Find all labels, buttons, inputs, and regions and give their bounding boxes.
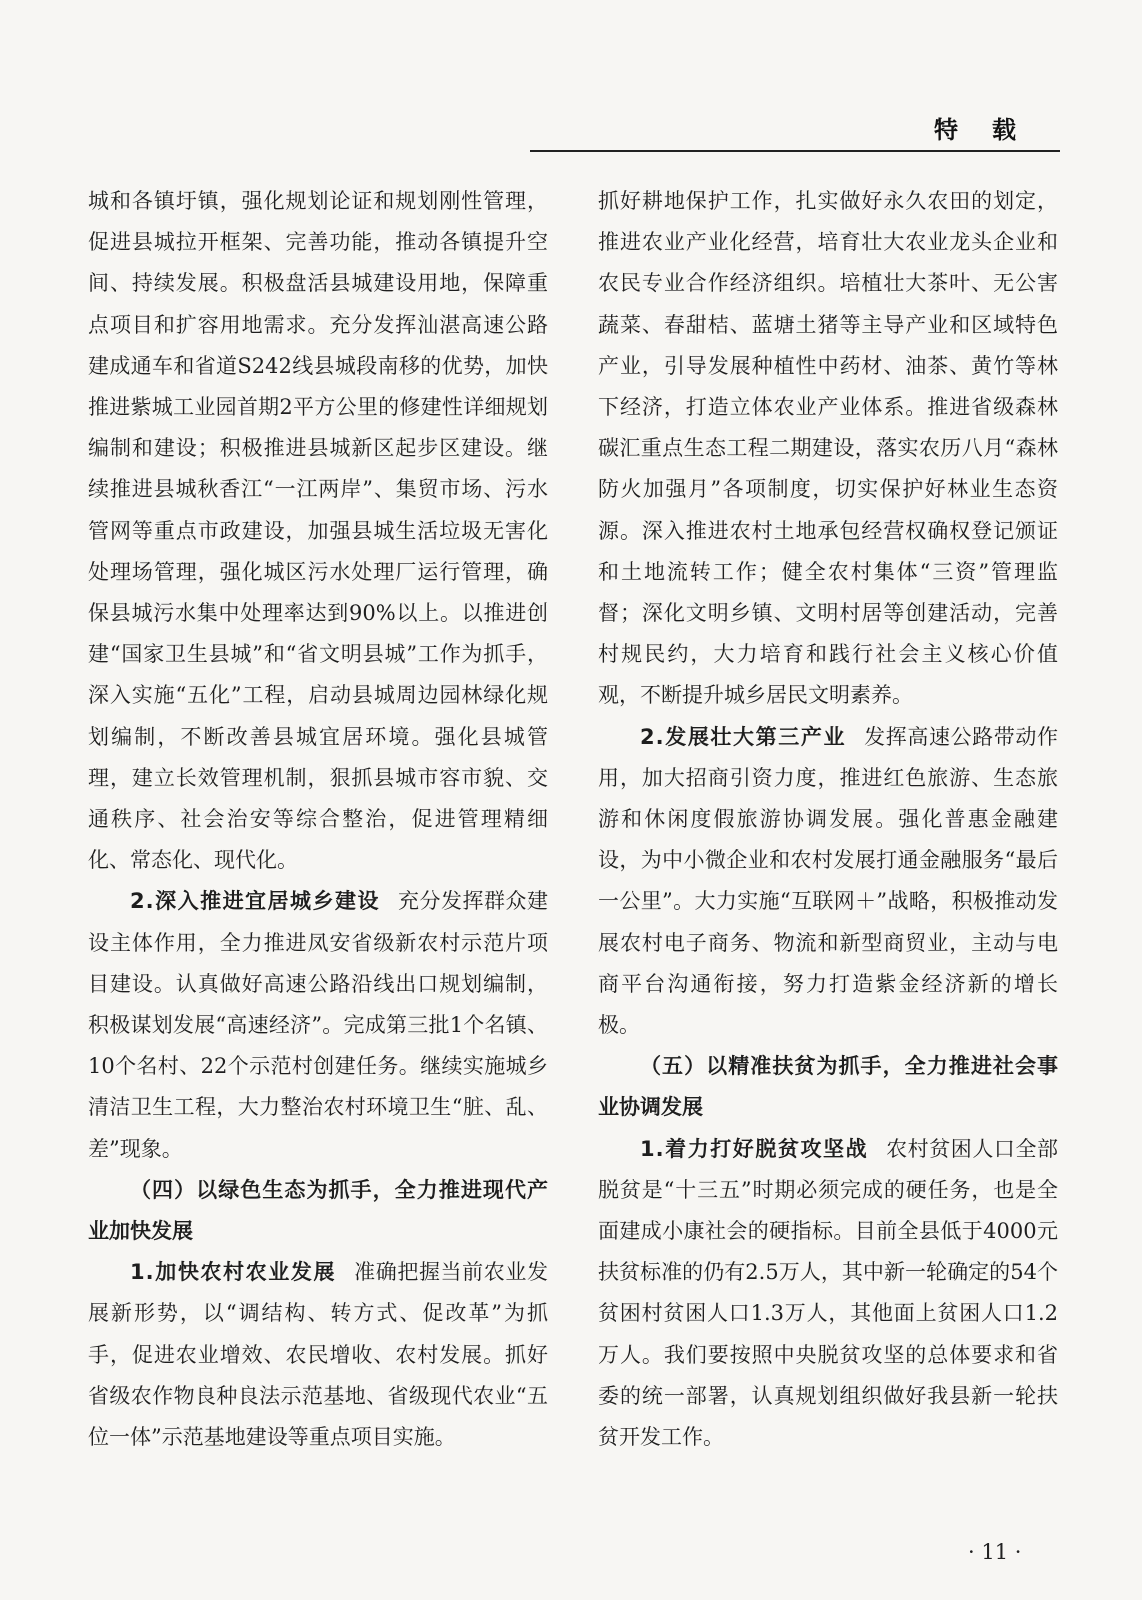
paragraph-body: 准确把握当前农业发展新形势，以“调结构、转方式、促改革”为抓手，促进农业增效、农民增收、农村发展。抓好省级农作物良种良法示范基地、省级现代农业“五位一体”示范基地建设等重点项目实施。	[88, 1260, 549, 1450]
section-heading: （四）以绿色生态为抓手，全力推进现代产业加快发展	[88, 1177, 548, 1244]
paragraph: 抓好耕地保护工作，扎实做好永久农田的划定，推进农业产业化经营，培育壮大农业龙头企业和农民专业合作经济组织。培植壮大茶叶、无公害蔬菜、春甜桔、蓝塘土猪等主导产业和区域特色产业，引导发展种植性中药材、油茶、黄竹等林下经济，打造立体农业产业体系。推进省级森林碳汇重点生态工程二期建设，落实农历八月“森林防火加强月”各项制度，切实保护好林业生态资源。深入推进农村土地承包经营权确权登记颁证和土地流转工作；健全农村集体“三资”管理监督；深化文明乡镇、文明村居等创建活动，完善村规民约，大力培育和践行社会主义核心价值观，不断提升城乡居民文明素养。	[598, 189, 1058, 708]
paragraph	[88, 881, 548, 1169]
subheading: 1.加快农村农业发展	[130, 1260, 337, 1285]
paragraph-body: 农村贫困人口全部脱贫是“十三五”时期必须完成的硬任务，也是全面建成小康社会的硬指标。目前全县低于4000元扶贫标准的仍有2.5万人，其中新一轮确定的54个贫困村贫困人口1.3万人，其他面上贫困人口1.2万人。我们要按照中央脱贫攻坚的总体要求和省委的统一部署，认真规划组织做好我县新一轮扶贫开发工作。	[598, 1136, 1058, 1450]
running-header-title: 特载	[934, 116, 1050, 144]
paragraph-body: 发挥高速公路带动作用，加大招商引资力度，推进红色旅游、生态旅游和休闲度假旅游协调发展。强化普惠金融建设，为中小微企业和农村发展打通金融服务“最后一公里”。大力实施“互联网＋”战略，积极推动发展农村电子商务、物流和新型商贸业，主动与电商平台沟通衔接，努力打造紫金经济新的增长极。	[598, 724, 1059, 1038]
right-column	[598, 181, 1058, 1458]
subheading: 2.深入推进宜居城乡建设	[130, 889, 381, 914]
paragraph	[88, 1252, 548, 1458]
paragraph	[598, 1129, 1058, 1459]
paragraph	[598, 717, 1058, 1047]
subheading: 1.着力打好脱贫攻坚战	[640, 1136, 869, 1161]
section-heading: （五）以精准扶贫为抓手，全力推进社会事业协调发展	[598, 1054, 1058, 1120]
header-rule	[530, 150, 1060, 152]
subheading: 2.发展壮大第三产业	[640, 724, 847, 749]
left-column	[88, 181, 548, 1458]
paragraph: 城和各镇圩镇，强化规划论证和规划刚性管理，促进县城拉开框架、完善功能，推动各镇提升空间、持续发展。积极盘活县城建设用地，保障重点项目和扩容用地需求。充分发挥汕湛高速公路建成通车和省道S242线县城段南移的优势，加快推进紫城工业园首期2平方公里的修建性详细规划编制和建设；积极推进县城新区起步区建设。继续推进县城秋香江“一江两岸”、集贸市场、污水管网等重点市政建设，加强县城生活垃圾无害化处理场管理，强化城区污水处理厂运行管理，确保县城污水集中处理率达到90%以上。以推进创建“国家卫生县城”和“省文明县城”工作为抓手，深入实施“五化”工程，启动县城周边园林绿化规划编制，不断改善县城宜居环境。强化县城管理，建立长效管理机制，狠抓县城市容市貌、交通秩序、社会治安等综合整治，促进管理精细化、常态化、现代化。	[88, 189, 548, 873]
paragraph-body: 充分发挥群众建设主体作用，全力推进凤安省级新农村示范片项目建设。认真做好高速公路沿线出口规划编制，积极谋划发展“高速经济”。完成第三批1个名镇、10个名村、22个示范村创建任务。继续实施城乡清洁卫生工程，大力整治农村环境卫生“脏、乱、差”现象。	[88, 889, 548, 1161]
page-number: · 11 ·	[968, 1540, 1022, 1564]
